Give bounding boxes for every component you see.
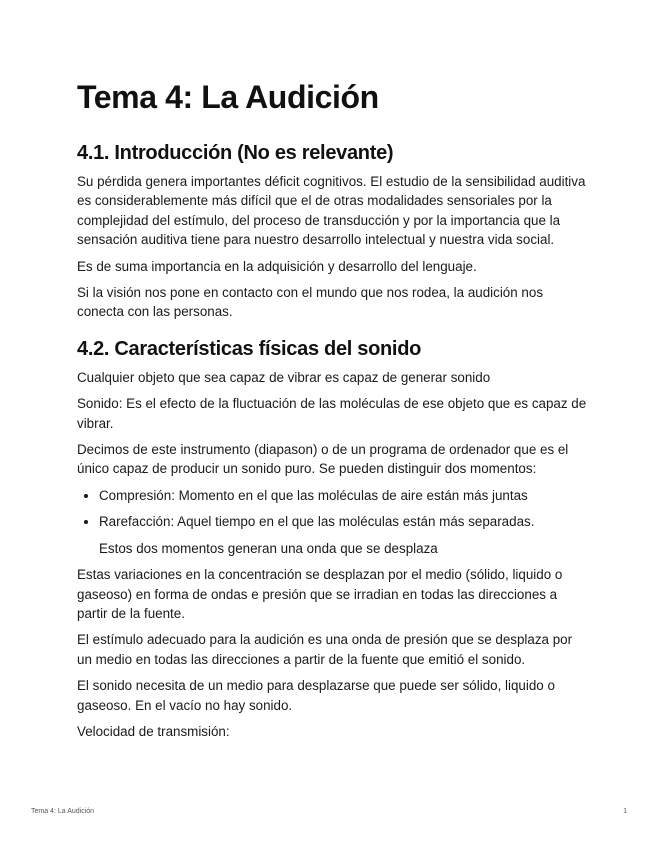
- paragraph: Sonido: Es el efecto de la fluctuación de las moléculas de ese objeto que es capaz de vibrar.: [77, 396, 587, 431]
- bullet-list: [77, 486, 587, 532]
- paragraph: Estas variaciones en la concentración se desplazan por el medio (sólido, liquido o gaseoso) en forma de ondas e presión que se irradian en todas las direcciones a partir de la fuente.: [77, 567, 563, 621]
- paragraph: Es de suma importancia en la adquisición y desarrollo del lenguaje.: [77, 258, 477, 274]
- paragraph: Si la visión nos pone en contacto con el mundo que nos rodea, la audición nos conecta con las personas.: [77, 285, 544, 320]
- section-heading-introduccion: 4.1. Introducción (No es relevante): [77, 142, 394, 164]
- paragraph: Su pérdida genera importantes déficit cognitivos. El estudio de la sensibilidad auditiva es considerablemente más difícil que el de otras modalidades sensoriales por la complejidad del estímulo, del proceso de transducción y por la importancia que la sensación auditiva tiene para nuestro desarrollo intelectual y nuestra vida social.: [77, 174, 586, 248]
- paragraph: Decimos de este instrumento (diapason) o de un programa de ordenador que es el único capaz de producir un sonido puro. Se pueden distinguir dos momentos:: [77, 442, 569, 477]
- document-page: [77, 76, 587, 748]
- footer-page-number: 1: [623, 808, 627, 815]
- section-heading-caracteristicas: 4.2. Características físicas del sonido: [77, 337, 422, 360]
- indented-note: Estos dos momentos generan una onda que se desplaza: [99, 540, 438, 556]
- footer-document-title: Tema 4: La Audición: [31, 808, 95, 815]
- paragraph: El sonido necesita de un medio para desplazarse que puede ser sólido, liquido o gaseoso. En el vacío no hay sonido.: [77, 678, 555, 713]
- paragraph: El estímulo adecuado para la audición es una onda de presión que se desplaza por un medio en todas las direcciones a partir de la fuente que emitió el sonido.: [77, 632, 573, 667]
- paragraph: Velocidad de transmisión:: [77, 723, 230, 739]
- list-item: • Compresión: Momento en el que las moléculas de aire están más juntas: [99, 486, 587, 505]
- document-title: Tema 4: La Audición: [77, 79, 379, 115]
- paragraph: Cualquier objeto que sea capaz de vibrar es capaz de generar sonido: [77, 369, 491, 385]
- list-item: • Rarefacción: Aquel tiempo en el que las moléculas están más separadas.: [99, 512, 587, 531]
